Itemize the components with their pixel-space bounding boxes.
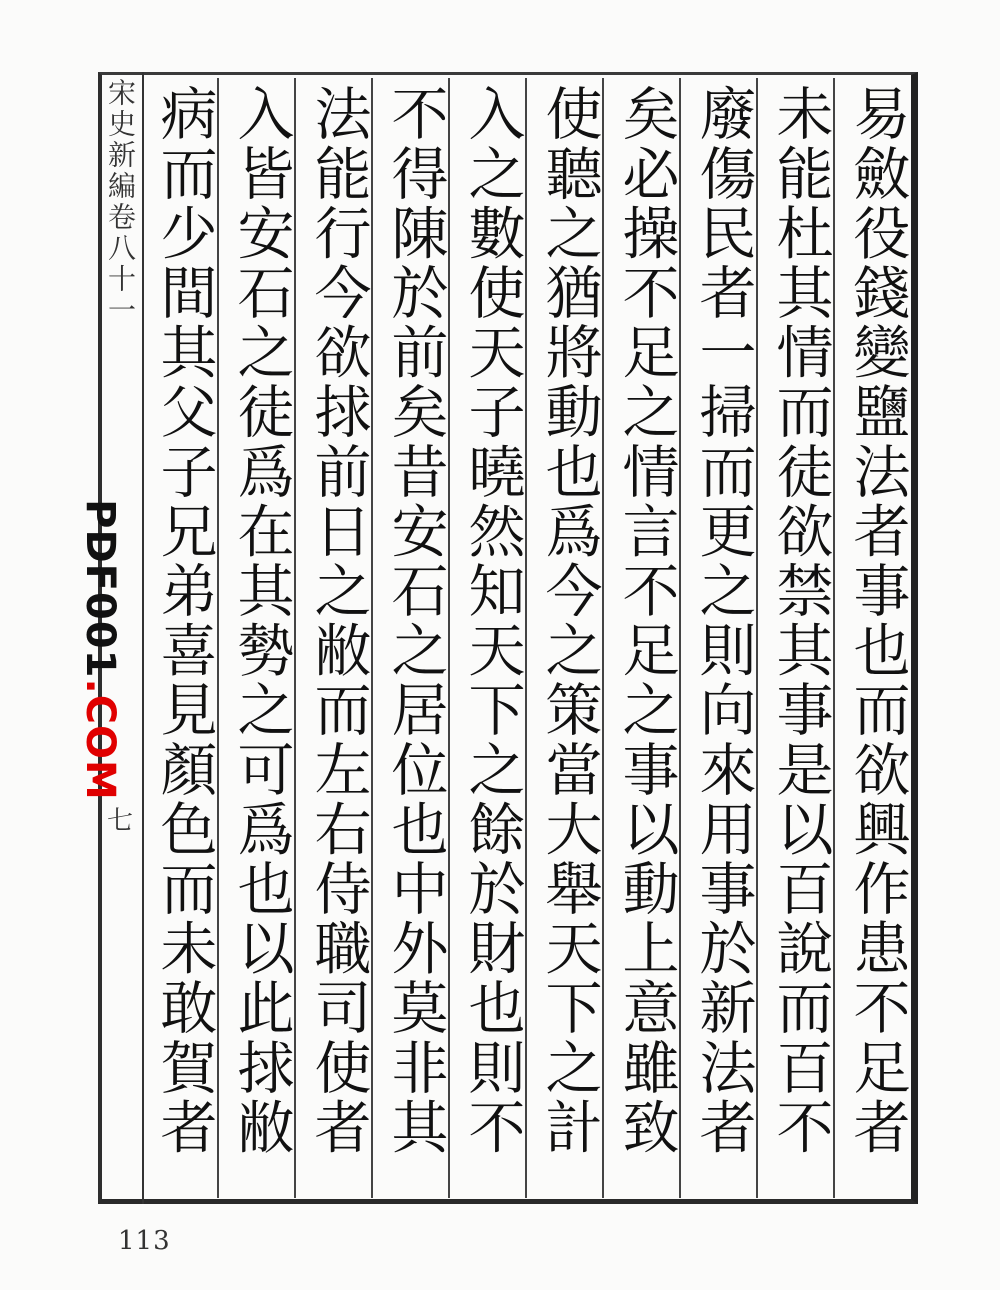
watermark-part-2: .COM xyxy=(77,678,124,801)
watermark xyxy=(60,499,140,801)
watermark-text xyxy=(77,499,123,801)
watermark-part-1: PDF001 xyxy=(77,499,124,679)
text-column-1: 易斂役錢變鹽法者事也而欲興作患不足者 xyxy=(844,84,910,1157)
text-column-7: 不得陳於前矣昔安石之居位也中外莫非其 xyxy=(382,84,448,1157)
text-column-9: 入皆安石之徒爲在其勢之可爲也以此捄敝 xyxy=(228,84,294,1157)
text-column-3: 廢傷民者一掃而更之則向來用事於新法者 xyxy=(690,84,756,1157)
text-column-6: 入之數使天子曉然知天下之餘於財也則不 xyxy=(459,84,525,1157)
text-column-2: 未能杜其情而徒欲禁其事是以百說而百不 xyxy=(767,84,833,1157)
page-number: 113 xyxy=(118,1226,171,1256)
text-column-4: 矣必操不足之情言不足之事以動上意雖致 xyxy=(613,84,679,1157)
text-column-8: 法能行今欲捄前日之敝而左右侍職司使者 xyxy=(305,84,371,1157)
margin-title: 宋史新編卷八十一 xyxy=(104,78,137,326)
text-column-10: 病而少間其父子兄弟喜見顏色而未敢賀者 xyxy=(151,84,217,1157)
text-column-5: 使聽之猶將動也爲今之策當大舉天下之計 xyxy=(536,84,602,1157)
margin-page-mark: 七 xyxy=(106,806,133,836)
